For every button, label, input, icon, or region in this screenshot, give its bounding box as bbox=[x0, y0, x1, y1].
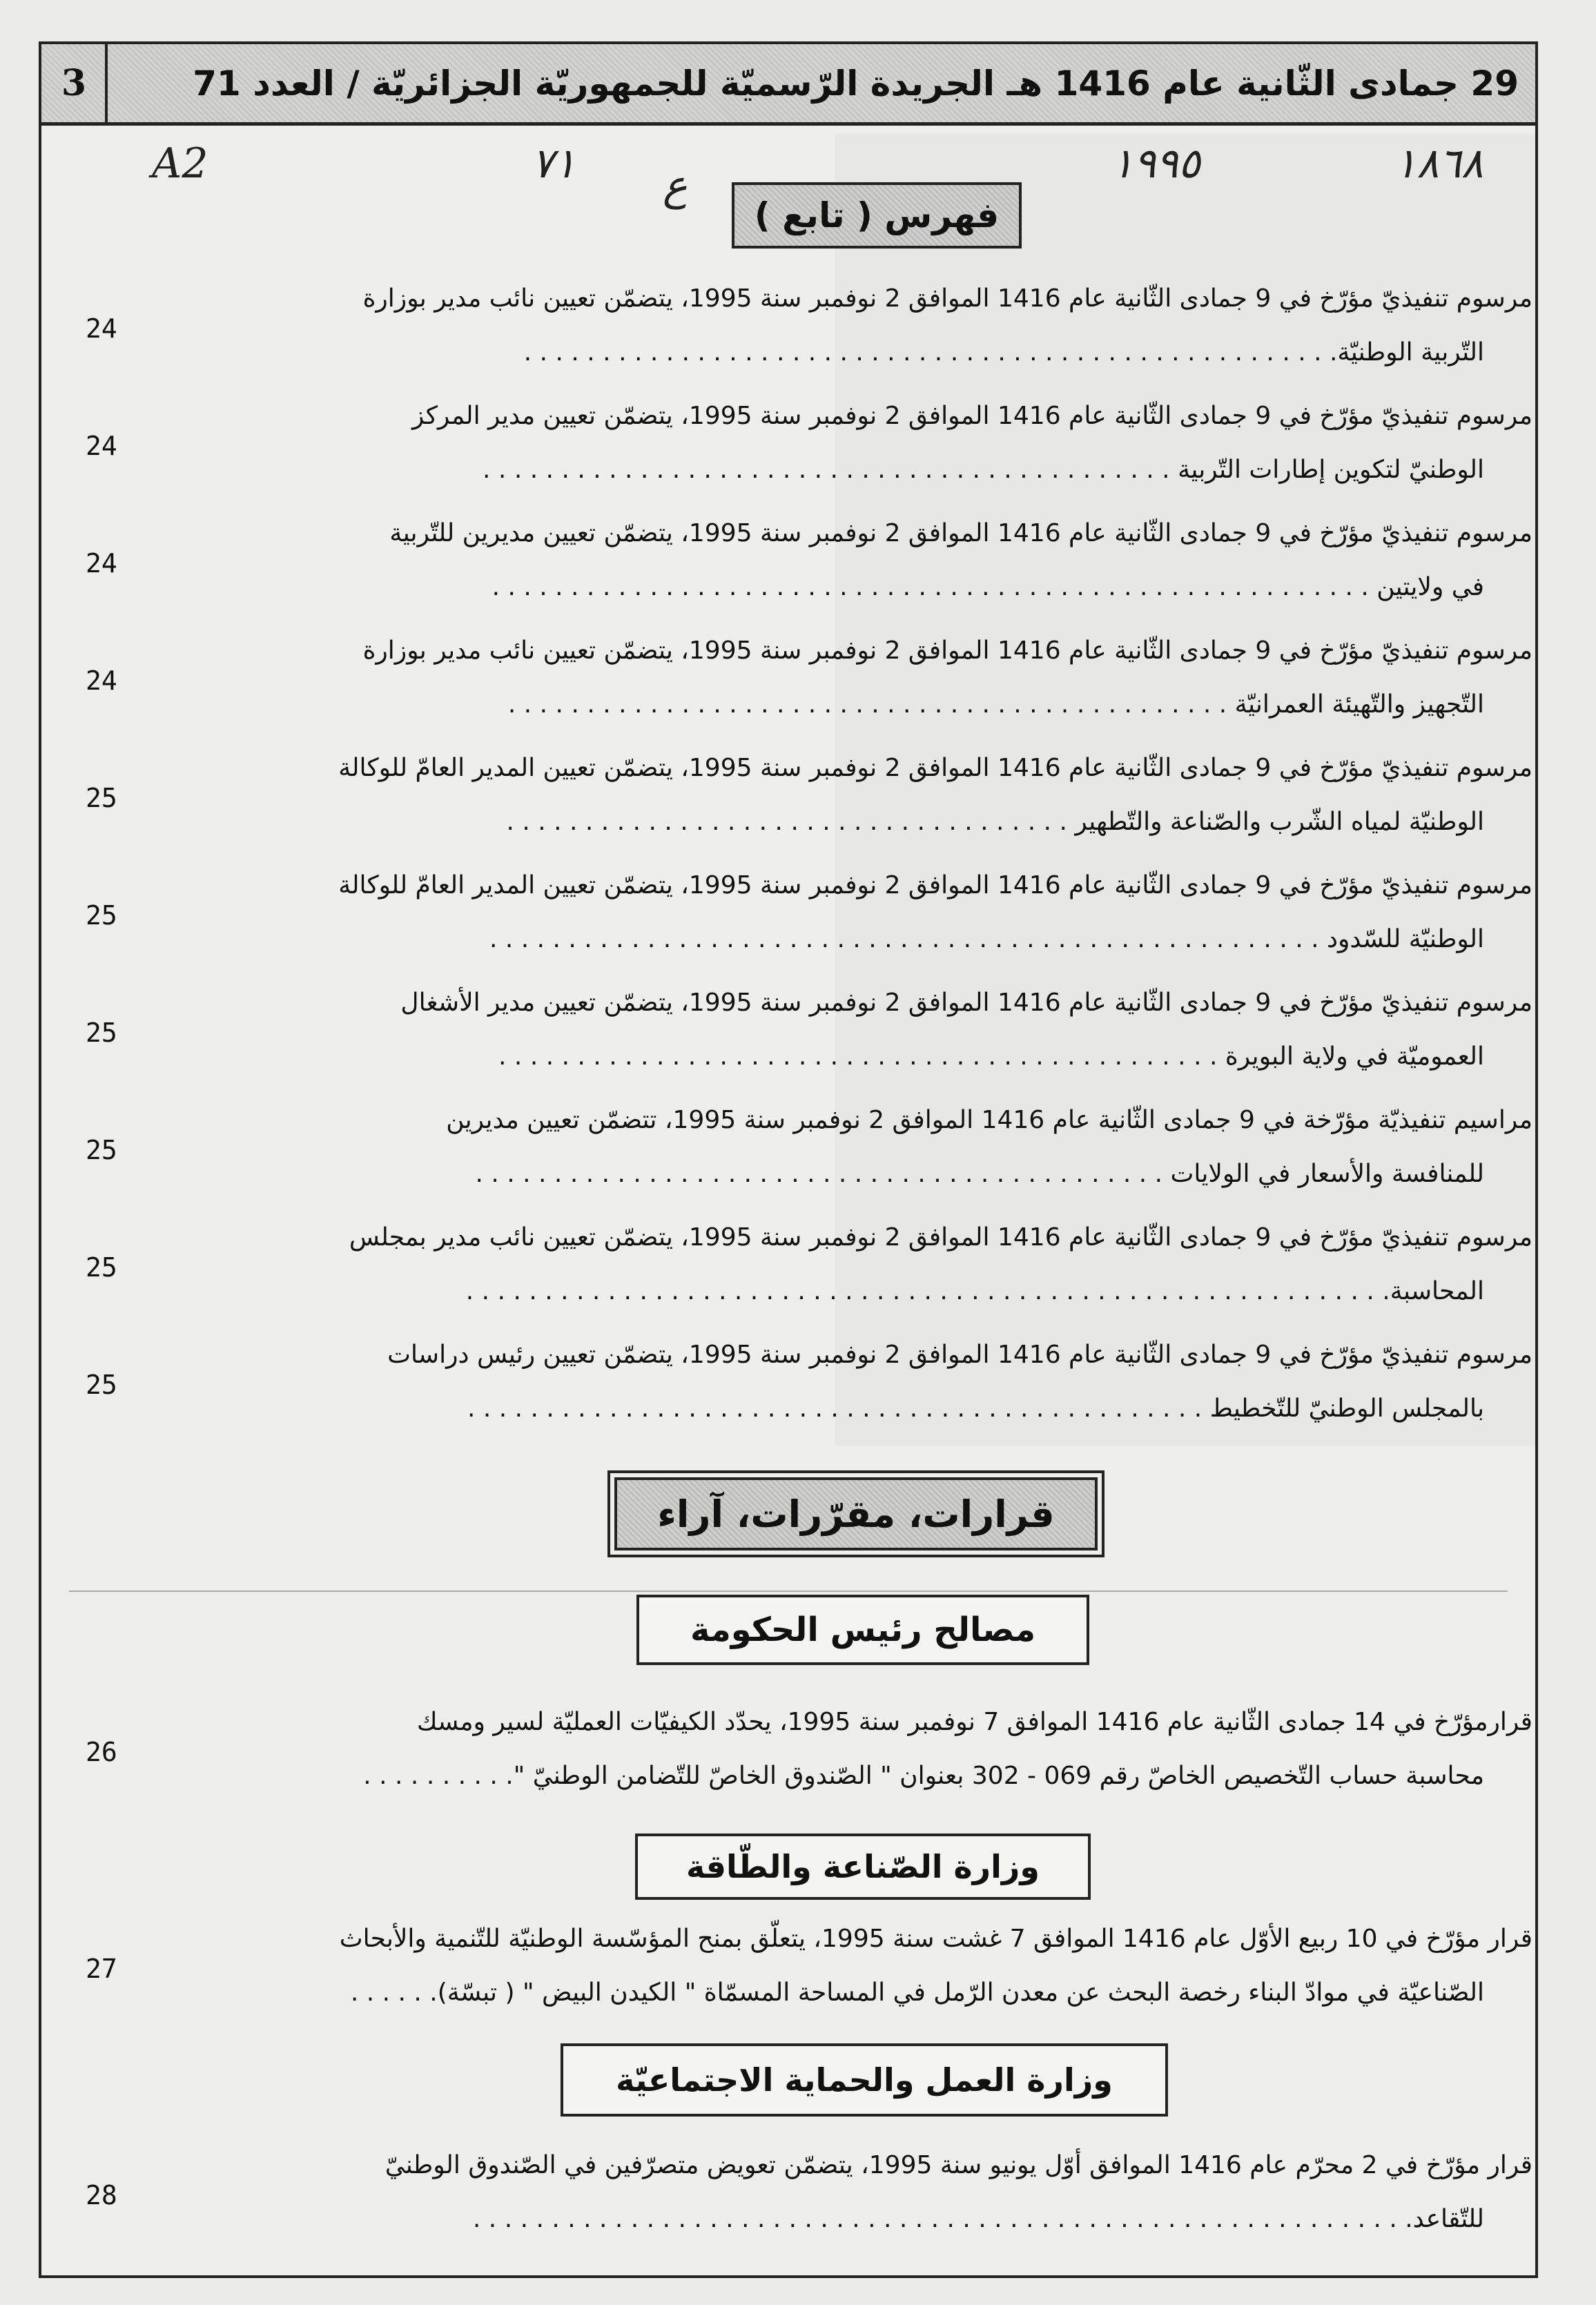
entry-line2: العموميّة في ولاية البويرة . . . . . . . . . . . . . . . . . . . . . . . . . . . . . . . . . . . . . . . . . . . . . . bbox=[498, 1042, 1484, 1071]
entry-line1: مرسوم تنفيذيّ مؤرّخ في 9 جمادى الثّانية عام 1416 الموافق 2 نوفمبر سنة 1995، يتضمّن تعيين مديرين للتّربية bbox=[389, 519, 1532, 547]
header-divider bbox=[105, 44, 108, 122]
index-entry bbox=[110, 2139, 1532, 2246]
index-entry bbox=[110, 1211, 1532, 1319]
entry-line2: التّربية الوطنيّة. . . . . . . . . . . . . . . . . . . . . . . . . . . . . . . . . . . . . . . . . . . . . . . . . . . . bbox=[523, 338, 1484, 367]
entry-page: 27 bbox=[86, 1954, 117, 1984]
entry-page: 24 bbox=[86, 431, 117, 461]
entry-line1: قرارمؤرّخ في 14 جمادى الثّانية عام 1416 الموافق 7 نوفمبر سنة 1995، يحدّد الكيفيّات العمليّة لسير ومسك bbox=[416, 1708, 1532, 1736]
index-entry bbox=[110, 741, 1532, 849]
handwritten-note-mid2: ع bbox=[663, 162, 688, 210]
entry-line1: مرسوم تنفيذيّ مؤرّخ في 9 جمادى الثّانية عام 1416 الموافق 2 نوفمبر سنة 1995، يتضمّن تعيين نائب مدير بمجلس bbox=[349, 1223, 1532, 1252]
entry-line1: مرسوم تنفيذيّ مؤرّخ في 9 جمادى الثّانية عام 1416 الموافق 2 نوفمبر سنة 1995، يتضمّن تعيين المدير العامّ للوكالة bbox=[338, 754, 1532, 782]
entry-line2: للتّقاعد. . . . . . . . . . . . . . . . . . . . . . . . . . . . . . . . . . . . . . . . . . . . . . . . . . . . . . . . . . . . bbox=[472, 2205, 1484, 2233]
entry-line1: مرسوم تنفيذيّ مؤرّخ في 9 جمادى الثّانية عام 1416 الموافق 2 نوفمبر سنة 1995، يتضمّن تعيين مدير المركز bbox=[411, 402, 1532, 430]
entry-line2: المحاسبة. . . . . . . . . . . . . . . . . . . . . . . . . . . . . . . . . . . . . . . . . . . . . . . . . . . . . . . . . . . bbox=[465, 1277, 1484, 1305]
entry-line1: مرسوم تنفيذيّ مؤرّخ في 9 جمادى الثّانية عام 1416 الموافق 2 نوفمبر سنة 1995، يتضمّن تعيين المدير العامّ للوكالة bbox=[338, 871, 1532, 899]
entry-line1: قرار مؤرّخ في 2 محرّم عام 1416 الموافق أوّل يونيو سنة 1995، يتضمّن تعويض متصرّفين في الصّندوق الوطنيّ bbox=[385, 2151, 1532, 2179]
index-entry bbox=[110, 976, 1532, 1084]
entry-line2: للمنافسة والأسعار في الولايات . . . . . . . . . . . . . . . . . . . . . . . . . . . . . . . . . . . . . . . . . . . . bbox=[475, 1160, 1484, 1188]
index-entry bbox=[110, 1695, 1532, 1803]
entry-page: 24 bbox=[86, 665, 117, 696]
index-entry bbox=[110, 1912, 1532, 2020]
bleed-through-line bbox=[69, 1591, 1508, 1592]
page-number: 3 bbox=[61, 62, 87, 104]
subsection-title: مصالح رئيس الحكومة bbox=[636, 1595, 1089, 1665]
handwritten-note-year: ١٩٩٥ bbox=[1111, 139, 1200, 188]
entry-line2: محاسبة حساب التّخصيص الخاصّ رقم 069 - 302 بعنوان " الصّندوق الخاصّ للتّضامن الوطنيّ ". . . . . . . . . . bbox=[363, 1762, 1484, 1790]
index-entry bbox=[110, 1093, 1532, 1201]
entry-line1: مرسوم تنفيذيّ مؤرّخ في 9 جمادى الثّانية عام 1416 الموافق 2 نوفمبر سنة 1995، يتضمّن تعيين نائب مدير بوزارة bbox=[362, 636, 1532, 665]
page-frame bbox=[39, 41, 1538, 2278]
entry-page: 25 bbox=[86, 900, 117, 931]
index-title: فهرس ( تابع ) bbox=[732, 182, 1022, 249]
entry-page: 25 bbox=[86, 1252, 117, 1283]
entry-page: 25 bbox=[86, 1018, 117, 1048]
entry-page: 26 bbox=[86, 1737, 117, 1767]
entry-line1: قرار مؤرّخ في 10 ربيع الأوّل عام 1416 الموافق 7 غشت سنة 1995، يتعلّق بمنح المؤسّسة الوطنيّة للتّنمية والأبحاث bbox=[339, 1925, 1532, 1953]
entry-line1: مراسيم تنفيذيّة مؤرّخة في 9 جمادى الثّانية عام 1416 الموافق 2 نوفمبر سنة 1995، تتضمّن تعيين مديرين bbox=[446, 1106, 1532, 1134]
entry-page: 24 bbox=[86, 313, 117, 344]
page-header bbox=[41, 44, 1535, 126]
entry-page: 24 bbox=[86, 548, 117, 578]
section-title: قرارات، مقرّرات، آراء bbox=[614, 1477, 1098, 1550]
entry-page: 25 bbox=[86, 1370, 117, 1400]
index-entry bbox=[110, 859, 1532, 966]
entry-line2: في ولايتين . . . . . . . . . . . . . . . . . . . . . . . . . . . . . . . . . . . . . . . . . . . . . . . . . . . . . . . . bbox=[492, 573, 1484, 601]
subsection-title: وزارة الصّناعة والطّاقة bbox=[635, 1834, 1091, 1900]
index-entry bbox=[110, 507, 1532, 614]
handwritten-note-left: A2 bbox=[152, 139, 208, 188]
entry-line1: مرسوم تنفيذيّ مؤرّخ في 9 جمادى الثّانية عام 1416 الموافق 2 نوفمبر سنة 1995، يتضمّن تعيين رئيس دراسات bbox=[387, 1341, 1532, 1369]
subsection-title: وزارة العمل والحماية الاجتماعيّة bbox=[561, 2043, 1168, 2117]
entry-page: 25 bbox=[86, 783, 117, 813]
entry-line1: مرسوم تنفيذيّ مؤرّخ في 9 جمادى الثّانية عام 1416 الموافق 2 نوفمبر سنة 1995، يتضمّن تعيين نائب مدير بوزارة bbox=[362, 284, 1532, 313]
entry-page: 28 bbox=[86, 2180, 117, 2210]
handwritten-note-right: ١٨٦٨ bbox=[1394, 139, 1483, 188]
entry-line2: الوطنيّة لمياه الشّرب والصّناعة والتّطهير . . . . . . . . . . . . . . . . . . . . . . . . . . . . . . . . . . . . bbox=[506, 808, 1484, 836]
entry-line2: الوطنيّة للسّدود . . . . . . . . . . . . . . . . . . . . . . . . . . . . . . . . . . . . . . . . . . . . . . . . . . . . . bbox=[489, 925, 1484, 953]
entry-line1: مرسوم تنفيذيّ مؤرّخ في 9 جمادى الثّانية عام 1416 الموافق 2 نوفمبر سنة 1995، يتضمّن تعيين مدير الأشغال bbox=[400, 989, 1532, 1017]
entry-page: 25 bbox=[86, 1135, 117, 1165]
entry-line2: الوطنيّ لتكوين إطارات التّربية . . . . . . . . . . . . . . . . . . . . . . . . . . . . . . . . . . . . . . . . . . . . bbox=[483, 456, 1484, 484]
index-entry bbox=[110, 389, 1532, 497]
index-entry bbox=[110, 624, 1532, 732]
entry-line2: التّجهيز والتّهيئة العمرانيّة . . . . . . . . . . . . . . . . . . . . . . . . . . . . . . . . . . . . . . . . . . . . . . bbox=[507, 690, 1484, 719]
header-title: 29 جمادى الثّانية عام 1416 هـ الجريدة الرّسميّة للجمهوريّة الجزائريّة / العدد 71 bbox=[193, 64, 1519, 104]
entry-line2: الصّناعيّة في موادّ البناء رخصة البحث عن معدن الرّمل في المساحة المسمّاة " الكيدن البيض " ( تبسّة). . . . . . bbox=[350, 1978, 1484, 2007]
index-entry bbox=[110, 1328, 1532, 1436]
index-entry bbox=[110, 272, 1532, 380]
handwritten-note-mid1: ٧١ bbox=[532, 139, 576, 188]
entry-line2: بالمجلس الوطنيّ للتّخطيط . . . . . . . . . . . . . . . . . . . . . . . . . . . . . . . . . . . . . . . . . . . . . . . bbox=[467, 1394, 1484, 1423]
